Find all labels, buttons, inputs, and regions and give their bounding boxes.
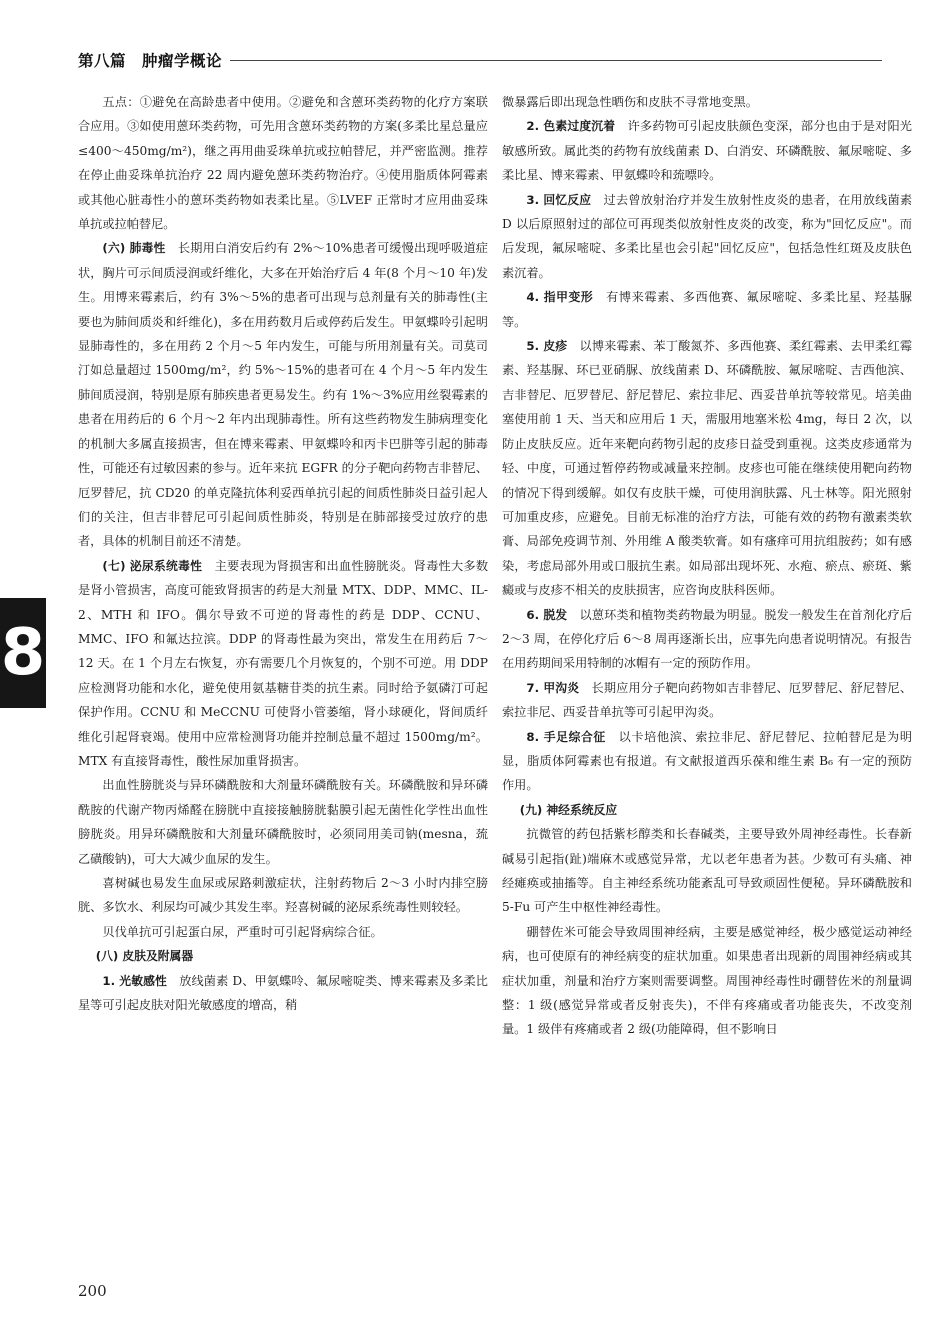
- paragraph: [502, 334, 912, 602]
- left-column: [78, 90, 488, 1017]
- page-number: 200: [78, 1282, 107, 1300]
- section-heading-skin: (八) 皮肤及附属器: [95, 949, 194, 964]
- item-heading-photosensitivity: 1. 光敏感性: [102, 973, 167, 988]
- paragraph-text: 五点：①避免在高龄患者中使用。②避免和含蒽环类药物的化疗方案联合应用。③如使用蒽环类药物，可先用含蒽环类药物的方案(多柔比星总量应≤400～450mg/m²)，继之再用曲妥珠单抗或拉帕替尼，并严密监测。推荐在停止曲妥珠单抗治疗 22 周内避免蒽环类药物治疗。④使用脂质体阿霉素或其他心脏毒性小的蒽环类药物如表柔比星。⑤LVEF 正常时才应用曲妥珠单抗或拉帕替尼。: [78, 95, 488, 232]
- section-heading-urinary-toxicity: (七) 泌尿系统毒性: [102, 558, 203, 573]
- paragraph: [502, 285, 912, 334]
- paragraph: [78, 871, 488, 920]
- item-heading-nail-deformity: 4. 指甲变形: [526, 290, 594, 305]
- paragraph-text: 出血性膀胱炎与异环磷酰胺和大剂量环磷酰胺有关。环磷酰胺和异环磷酰胺的代谢产物丙烯醛在膀胱中直接接触膀胱黏膜引起无菌性化学性出血性膀胱炎。用异环磷酰胺和大剂量环磷酰胺时，必须同用美司钠(mesna，巯乙磺酸钠)，可大大减少血尿的发生。: [78, 778, 488, 866]
- paragraph: [78, 773, 488, 871]
- chapter-tab: 8: [0, 598, 46, 708]
- paragraph: [502, 725, 912, 798]
- right-column: [502, 90, 912, 1042]
- paragraph: [502, 90, 912, 114]
- paragraph: [502, 603, 912, 676]
- paragraph-text: 以卡培他滨、索拉非尼、舒尼替尼、拉帕替尼是为明显，脂质体阿霉素也有报道。有文献报道西乐葆和维生素 B₆ 有一定的预防作用。: [502, 729, 913, 793]
- paragraph-text: 抗微管的药包括紫杉醇类和长春碱类，主要导致外周神经毒性。长春新碱易引起指(趾)端麻木或感觉异常，尤以老年患者为甚。少数可有头痛、神经瘫痪或抽搐等。自主神经系统功能紊乱可导致顽固性便秘。异环磷酰胺和 5-Fu 可产生中枢性神经毒性。: [502, 827, 912, 915]
- paragraph-text: 过去曾放射治疗并发生放射性皮炎的患者，在用放线菌素 D 以后原照射过的部位可再现类似放射性皮炎的改变，称为"回忆反应"。而后发现，氟尿嘧啶、多柔比星也会引起"回忆反应"，包括急性红斑及皮肤色素沉着。: [502, 192, 913, 280]
- paragraph: [502, 188, 912, 286]
- item-heading-paronychia: 7. 甲沟炎: [526, 680, 580, 695]
- paragraph-text: 许多药物可引起皮肤颜色变深，部分也由于是对阳光敏感所致。属此类的药物有放线菌素 D、白消安、环磷酰胺、氟尿嘧啶、多柔比星、博来霉素、甲氨蝶呤和巯嘌呤。: [502, 119, 912, 183]
- paragraph: [502, 114, 912, 187]
- paragraph-text: 有博来霉素、多西他赛、氟尿嘧啶、多柔比星、羟基脲等。: [502, 290, 912, 329]
- paragraph: [78, 969, 488, 1018]
- paragraph: [78, 554, 488, 774]
- running-header: [78, 46, 882, 74]
- paragraph-text: 微暴露后即出现急性晒伤和皮肤不寻常地变黑。: [502, 95, 758, 109]
- paragraph-text: 喜树碱也易发生血尿或尿路刺激症状，注射药物后 2～3 小时内排空膀胱、多饮水、利尿均可减少其发生率。羟喜树碱的泌尿系统毒性则较轻。: [78, 876, 488, 915]
- paragraph-text: 长期用白消安后约有 2%～10%患者可缓慢出现呼吸道症状，胸片可示间质浸润或纤维化，大多在开始治疗后 4 年(8 个月～10 年)发生。用博来霉素后，约有 3%～5%的患者可出现与总剂量有关的肺毒性(主要也为肺间质炎和纤维化)，多在用药数月后或停药后发生。甲氨蝶呤引起明显肺毒性的，多在用药 2 个月～5 年内发生，可能与所用剂量有关。司莫司汀如总量超过 1500mg/m²，约 5%～15%的患者可在 4 个月～5 年内发生肺间质浸润，特别是原有肺疾患者更易发生。约有 1%～3%应用丝裂霉素的患者在用药后的 6 个月～2 年内出现肺毒性。所有这些药物发生肺病理变化的机制大多属直接损害，但在博来霉素、甲氨蝶呤和丙卡巴肼等引起的肺毒性，可能还有过敏因素的参与。近年来抗 EGFR 的分子靶向药物吉非替尼、厄罗替尼，抗 CD20 的单克隆抗体利妥西单抗引起的间质性肺炎日益引起人们的关注，但吉非替尼可引起间质性肺炎，特别是在肺部接受过放疗的患者，具体的机制目前还不清楚。: [78, 241, 488, 549]
- paragraph: [502, 822, 912, 920]
- paragraph-text: 以蒽环类和植物类药物最为明显。脱发一般发生在首剂化疗后 2～3 周，在停化疗后 6～8 周再逐渐长出，应事先向患者说明情况。有报告在用药期间采用特制的冰帽有一定的预防作用。: [502, 607, 913, 671]
- item-heading-recall-reaction: 3. 回忆反应: [526, 192, 592, 207]
- paragraph-text: 以博来霉素、苯丁酸氮芥、多西他赛、柔红霉素、去甲柔红霉素、羟基脲、环已亚硝脲、放线菌素 D、环磷酰胺、氟尿嘧啶、吉西他滨、吉非替尼、厄罗替尼、舒尼替尼、索拉非尼、西妥昔单抗等较常见。培美曲塞使用前 1 天、当天和应用后 1 天，需服用地塞米松 4mg，每日 2 次，以防止皮肤反应。近年来靶向药物引起的皮疹日益受到重视。这类皮疹通常为轻、中度，可通过暂停药物或减量来控制。皮疹也可能在继续使用靶向药物的情况下得到缓解。如仅有皮肤干燥，可使用润肤露、凡士林等。阳光照射可加重皮疹，应避免。目前无标准的治疗方法，可能有效的药物有激素类软膏、局部免疫调节剂、外用维 A 酸类软膏。如有瘙痒可用抗组胺药；如有感染，考虑局部外用或口服抗生素。如局部出现坏死、水疱、瘀点、瘀斑、紫癜或与皮疹不相关的皮肤损害，应咨询皮肤科医师。: [502, 339, 913, 598]
- paragraph: [78, 236, 488, 553]
- paragraph-text: 主要表现为肾损害和出血性膀胱炎。肾毒性大多数是肾小管损害，高度可能致肾损害的药是大剂量 MTX、DDP、MMC、IL-2、MTH 和 IFO。偶尔导致不可逆的肾毒性的药是 DDP、CCNU、MMC、IFO 和氟达拉滨。DDP 的肾毒性最为突出，常发生在用药后 7～12 天。在 1 个月左右恢复，亦有需要几个月恢复的，个别不可逆。用 DDP 应检测肾功能和水化，避免使用氨基糖苷类的抗生素。同时给予氨磷汀可起保护作用。CCNU 和 MeCCNU 可使肾小管萎缩，肾小球硬化，肾间质纤维化引起肾衰竭。使用中应常检测肾功能并控制总量不超过 1500mg/m²。MTX 有直接肾毒性，酸性尿加重肾损害。: [78, 558, 489, 768]
- paragraph: [78, 90, 488, 236]
- paragraph-text: 长期应用分子靶向药物如吉非替尼、厄罗替尼、舒尼替尼、索拉非尼、西妥昔单抗等可引起甲沟炎。: [502, 680, 913, 720]
- item-heading-rash: 5. 皮疹: [526, 339, 568, 354]
- section-heading-lung-toxicity: (六) 肺毒性: [102, 241, 166, 256]
- paragraph: [502, 920, 912, 1042]
- item-heading-hand-foot-syndrome: 8. 手足综合征: [526, 729, 606, 744]
- paragraph-text: 硼替佐米可能会导致周围神经病，主要是感觉神经，极少感觉运动神经病，也可使原有的神经病变的症状加重。如果患者出现新的周围神经病或其症状加重，剂量和治疗方案则需要调整。周围神经毒性时硼替佐米的剂量调整：1 级(感觉异常或者反射丧失)，不伴有疼痛或者功能丧失，不改变剂量。1 级伴有疼痛或者 2 级(功能障碍，但不影响日: [502, 924, 912, 1037]
- paragraph-text: 贝伐单抗可引起蛋白尿，严重时可引起肾病综合征。: [102, 924, 383, 939]
- item-heading-alopecia: 6. 脱发: [526, 607, 568, 622]
- paragraph: [78, 920, 488, 944]
- paragraph-text: 放线菌素 D、甲氨蝶呤、氟尿嘧啶类、博来霉素及多柔比星等可引起皮肤对阳光敏感度的增高，稍: [78, 973, 488, 1013]
- section-heading-nervous-system: (九) 神经系统反应: [519, 802, 618, 817]
- part-title: 第八篇 肿瘤学概论: [78, 52, 223, 70]
- header-rule: [230, 60, 882, 61]
- item-heading-hyperpigmentation: 2. 色素过度沉着: [526, 119, 616, 134]
- paragraph: [502, 676, 912, 725]
